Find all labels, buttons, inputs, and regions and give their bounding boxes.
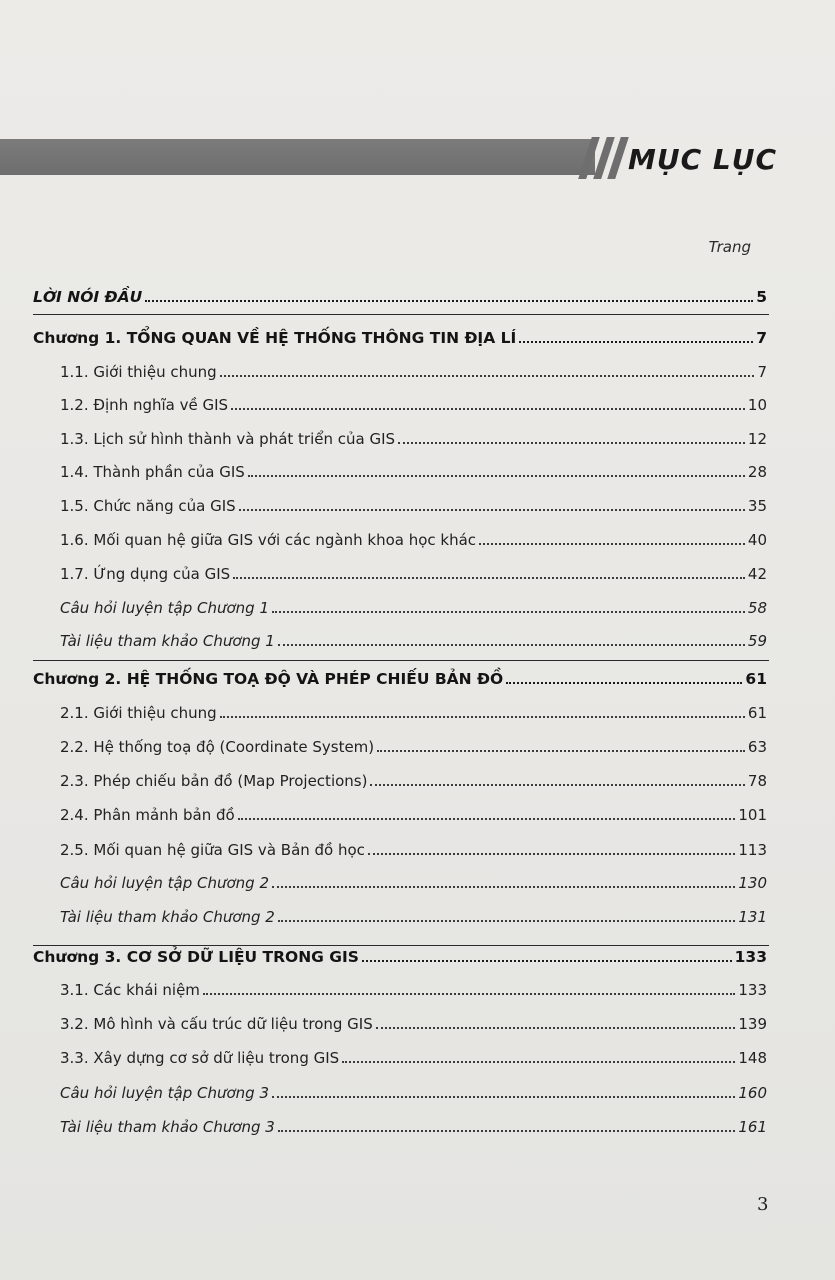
toc-appendix-entry[interactable] (60, 1114, 767, 1136)
toc-section-entry[interactable] (60, 459, 767, 481)
toc-section-entry[interactable] (60, 561, 767, 583)
dot-leader (479, 542, 745, 545)
dot-leader (220, 715, 745, 718)
toc-entry-page: 61 (745, 670, 767, 688)
toc-entry-label: LỜI NÓI ĐẦU (33, 288, 143, 306)
dot-leader (398, 441, 745, 444)
dot-leader (370, 783, 744, 786)
toc-entry-page: 61 (747, 704, 767, 722)
toc-entry-label: 3.1. Các khái niệm (60, 981, 200, 999)
toc-chapter-entry[interactable] (33, 666, 767, 688)
toc-entry-page: 113 (738, 841, 767, 859)
toc-entry-label: 1.6. Mối quan hệ giữa GIS với các ngành khoa học khác (60, 531, 477, 549)
toc-entry-page: 35 (747, 497, 767, 515)
toc-appendix-entry[interactable] (60, 595, 767, 617)
toc-section-entry[interactable] (60, 802, 767, 824)
dot-leader (376, 1026, 736, 1029)
toc-entry-label: Tài liệu tham khảo Chương 2 (60, 908, 275, 926)
dot-leader (231, 407, 745, 410)
toc-entry-label: 2.5. Mối quan hệ giữa GIS và Bản đồ học (60, 841, 365, 859)
toc-entry-label: Chương 2. HỆ THỐNG TOẠ ĐỘ VÀ PHÉP CHIẾU BẢN ĐỒ (33, 670, 504, 688)
dot-leader (272, 610, 745, 613)
toc-entry-page: 59 (747, 632, 767, 650)
toc-entry-page: 101 (738, 806, 767, 824)
toc-entry-page: 63 (747, 738, 767, 756)
toc-entry-page: 161 (738, 1118, 767, 1136)
dot-leader (272, 885, 735, 888)
toc-entry-label: Câu hỏi luyện tập Chương 2 (60, 874, 269, 892)
dot-leader (239, 508, 745, 511)
toc-entry-label: 1.1. Giới thiệu chung (60, 363, 217, 381)
toc-chapter-entry[interactable] (33, 944, 767, 966)
section-banner (0, 137, 835, 189)
toc-section-entry[interactable] (60, 1045, 767, 1067)
toc-entry-page: 12 (747, 430, 767, 448)
toc-entry-label: Tài liệu tham khảo Chương 1 (60, 632, 275, 650)
page-column-label: Trang (708, 238, 751, 256)
toc-appendix-entry[interactable] (60, 1080, 767, 1102)
toc-entry-label: 2.1. Giới thiệu chung (60, 704, 217, 722)
toc-entry-page: 7 (757, 363, 767, 381)
toc-entry-page: 148 (738, 1049, 767, 1067)
toc-appendix-entry[interactable] (60, 628, 767, 650)
toc-chapter-entry[interactable] (33, 284, 767, 306)
dot-leader (220, 374, 755, 377)
dot-leader (233, 576, 745, 579)
dot-leader (278, 643, 745, 646)
toc-entry-page: 160 (738, 1084, 767, 1102)
page-number: 3 (757, 1194, 769, 1215)
page-title: MỤC LỤC (628, 143, 778, 176)
toc-entry-label: 1.3. Lịch sử hình thành và phát triển của GIS (60, 430, 396, 448)
toc-entry-page: 133 (738, 981, 767, 999)
dot-leader (377, 749, 745, 752)
toc-appendix-entry[interactable] (60, 870, 767, 892)
toc-section-entry[interactable] (60, 837, 767, 859)
toc-entry-label: 1.4. Thành phần của GIS (60, 463, 245, 481)
dot-leader (519, 340, 753, 343)
toc-section-entry[interactable] (60, 527, 767, 549)
dot-leader (248, 474, 745, 477)
toc-entry-label: Tài liệu tham khảo Chương 3 (60, 1118, 275, 1136)
toc-entry-page: 139 (738, 1015, 767, 1033)
toc-entry-label: 2.3. Phép chiếu bản đồ (Map Projections) (60, 772, 368, 790)
dot-leader (238, 817, 736, 820)
toc-entry-label: Chương 1. TỔNG QUAN VỀ HỆ THỐNG THÔNG TIN ĐỊA LÍ (33, 329, 517, 347)
toc-entry-page: 131 (738, 908, 767, 926)
toc-entry-page: 42 (747, 565, 767, 583)
toc-entry-page: 5 (756, 288, 767, 306)
toc-entry-label: 1.2. Định nghĩa về GIS (60, 396, 229, 414)
separator-line (33, 945, 769, 946)
dot-leader (203, 992, 735, 995)
toc-entry-label: 1.5. Chức năng của GIS (60, 497, 236, 515)
toc-section-entry[interactable] (60, 768, 767, 790)
toc-appendix-entry[interactable] (60, 904, 767, 926)
toc-section-entry[interactable] (60, 734, 767, 756)
toc-entry-page: 58 (747, 599, 767, 617)
toc-entry-label: Câu hỏi luyện tập Chương 1 (60, 599, 269, 617)
toc-entry-page: 130 (738, 874, 767, 892)
toc-entry-label: Câu hỏi luyện tập Chương 3 (60, 1084, 269, 1102)
toc-entry-label: 2.2. Hệ thống toạ độ (Coordinate System) (60, 738, 375, 756)
toc-entry-label: 3.3. Xây dựng cơ sở dữ liệu trong GIS (60, 1049, 340, 1067)
toc-chapter-entry[interactable] (33, 325, 767, 347)
toc-section-entry[interactable] (60, 1011, 767, 1033)
toc-entry-page: 28 (747, 463, 767, 481)
separator-line (33, 660, 769, 661)
toc-section-entry[interactable] (60, 493, 767, 515)
dot-leader (278, 919, 736, 922)
dot-leader (362, 959, 732, 962)
toc-section-entry[interactable] (60, 426, 767, 448)
toc-entry-page: 78 (747, 772, 767, 790)
toc-section-entry[interactable] (60, 700, 767, 722)
toc-entry-label: 3.2. Mô hình và cấu trúc dữ liệu trong GIS (60, 1015, 373, 1033)
toc-entry-page: 133 (734, 948, 767, 966)
toc-section-entry[interactable] (60, 359, 767, 381)
dot-leader (145, 299, 753, 302)
toc-entry-label: Chương 3. CƠ SỞ DỮ LIỆU TRONG GIS (33, 948, 359, 966)
toc-entry-page: 7 (756, 329, 767, 347)
toc-entry-page: 40 (747, 531, 767, 549)
dot-leader (368, 852, 735, 855)
dot-leader (342, 1060, 735, 1063)
toc-entry-label: 1.7. Ứng dụng của GIS (60, 565, 231, 583)
dot-leader (272, 1095, 735, 1098)
banner-bar (0, 139, 595, 175)
toc-section-entry[interactable] (60, 977, 767, 999)
separator-line (33, 314, 769, 315)
toc-entry-page: 10 (747, 396, 767, 414)
dot-leader (506, 681, 742, 684)
dot-leader (278, 1129, 736, 1132)
toc-section-entry[interactable] (60, 392, 767, 414)
toc-entry-label: 2.4. Phân mảnh bản đồ (60, 806, 235, 824)
